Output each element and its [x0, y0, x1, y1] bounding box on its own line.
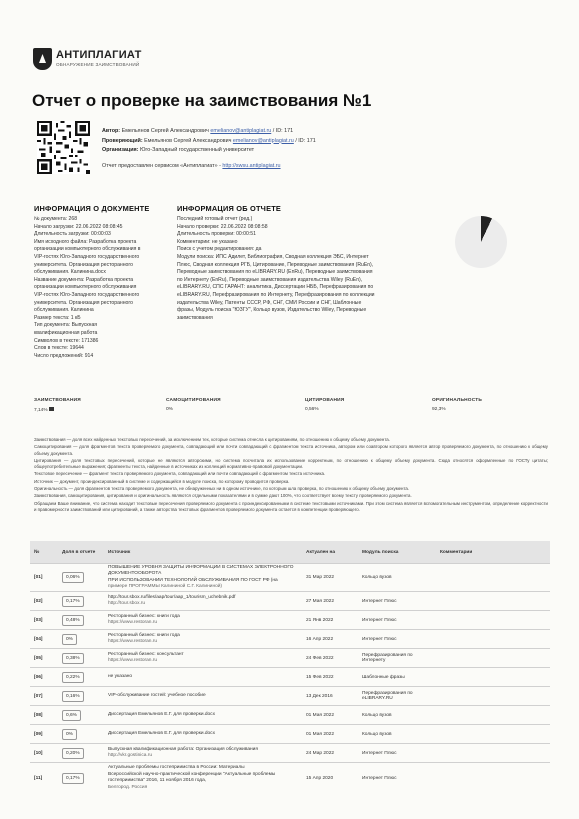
row-share: 0,16% — [62, 691, 84, 702]
table-row — [30, 687, 550, 706]
doc-info-line: Тип документа: Выпускная — [34, 322, 98, 329]
row-comment — [436, 744, 550, 763]
doc-info-line: университета. Организация ресторанного — [34, 299, 133, 306]
qr-code-icon — [37, 121, 90, 174]
row-source — [104, 725, 302, 744]
row-share: 0,17% — [62, 596, 84, 607]
org-label: Организация: — [102, 147, 139, 154]
row-share-cell — [58, 564, 104, 592]
row-comment — [436, 706, 550, 725]
originality-stat — [432, 398, 482, 412]
row-module: Перефразирования по eLIBRARY.RU — [358, 687, 436, 706]
sources-table — [30, 541, 550, 794]
row-number: [04] — [30, 630, 58, 649]
table-row — [30, 744, 550, 763]
source-title: Выпускная квалификационная работа: Организация обслуживания — [108, 746, 258, 752]
author-value: Емельянов Сергей Александрович — [121, 128, 209, 134]
source-title: Ресторанный бизнес: книги года — [108, 632, 180, 638]
row-comment — [436, 564, 550, 592]
report-info-line: Плюс, Сводная коллекция РГБ, Цитирование, Переводные заимствования (RuEn), — [177, 261, 374, 268]
logo-name: АНТИПЛАГИАТ — [56, 49, 142, 61]
source-url[interactable]: примере ПРОГРАММЫ Калининой С.Г. Калининой) — [108, 583, 223, 589]
report-info-line: фразы, Модуль поиска "ЮЗГУ", Кольцо вузов, Издательство Wiley, Переводные — [177, 307, 367, 314]
self-cite-stat — [166, 398, 221, 412]
row-source — [104, 668, 302, 687]
self-cite-value: 0% — [166, 407, 173, 412]
row-comment — [436, 668, 550, 687]
row-date: 01 Мая 2022 — [302, 706, 358, 725]
source-url[interactable]: https://www.restoran.ru — [108, 639, 158, 644]
source-title: Актуальные проблемы гостеприимства в России: Материалы — [108, 765, 245, 771]
originality-label: ОРИГИНАЛЬНОСТЬ — [432, 398, 483, 403]
borrow-value: 7,14% — [34, 408, 48, 413]
row-date: 24 Мар 2022 — [302, 744, 358, 763]
cite-label: ЦИТИРОВАНИЯ — [305, 398, 345, 403]
originality-pie-chart — [455, 216, 507, 268]
doc-info-line: Размер текста: 1 кБ — [34, 314, 81, 321]
doc-info-line: VIP-гостях Юго-Западного государственного — [34, 253, 140, 260]
header-module: Модуль поиска — [358, 541, 436, 564]
table-row — [30, 763, 550, 794]
report-meta — [102, 127, 542, 171]
legend-definitions — [34, 437, 548, 514]
row-comment — [436, 592, 550, 611]
doc-info-line: квалификационная работа — [34, 329, 98, 336]
source-title: http://tour.sbox.ru/files/aap/tour/aap_1/tourism_uchebnik.pdf — [108, 594, 236, 600]
row-module: Кольцо вузов — [358, 564, 436, 592]
row-source — [104, 763, 302, 794]
source-url[interactable]: http://tour.sbox.ru — [108, 601, 146, 606]
row-share-cell — [58, 668, 104, 687]
table-row — [30, 668, 550, 687]
page-title: Отчет о проверке на заимствования №1 — [32, 91, 372, 110]
source-title: Диссертация Емельянов Е.Г. для проверки.docx — [108, 730, 215, 736]
row-source — [104, 564, 302, 592]
report-info-line: Начало проверки: 22.06.2022 08:08:58 — [177, 223, 268, 230]
row-comment — [436, 763, 550, 794]
report-info-line: заимствования — [177, 314, 213, 321]
row-share: 0,20% — [62, 748, 84, 759]
checker-value: Емельянов Сергей Александрович — [144, 137, 232, 144]
source-url[interactable]: https://www.restoran.ru — [108, 620, 158, 625]
legend-paragraph: Оригинальность — доля фрагментов текста проверяемого документа, не обнаруженных ни в одном источнике, по которым шла проверка, по отношению к общему объему документа. — [34, 486, 410, 492]
borrow-bar — [49, 407, 54, 411]
doc-info-line: обслуживания. Калинина.docx — [34, 269, 106, 276]
row-share: 0,06% — [62, 572, 84, 583]
row-date: 27 Мая 2022 — [302, 592, 358, 611]
doc-info-line: VIP-гостях Юго-Западного государственного — [34, 291, 140, 298]
header-share: Доля в отчете — [58, 541, 104, 564]
author-id: / ID: 171 — [272, 128, 294, 134]
header-comments: Комментарии — [436, 541, 550, 564]
row-module: Перефразирования по Интернету — [358, 649, 436, 668]
row-date: 01 Мая 2022 — [302, 725, 358, 744]
legend-paragraph: Текстовое пересечение — фрагмент текста проверяемого документа, совпадающий или почти совпадающий с фрагментом текста источника. — [34, 471, 326, 477]
row-share-cell — [58, 706, 104, 725]
doc-info-list — [34, 216, 174, 360]
doc-info-line: Число предложений: 914 — [34, 352, 94, 359]
legend-paragraph: Заимствования — доля всех найденных текстовых пересечений, за исключением тех, которые система отнесла к цитированиям, по отношению к общему объему документа. — [34, 437, 390, 442]
row-number: [10] — [30, 744, 58, 763]
report-info-line: Последний готовый отчет (ред.) — [177, 216, 253, 222]
row-source — [104, 687, 302, 706]
row-date: 24 Фев 2022 — [302, 649, 358, 668]
doc-info-line: организации компьютерного обслуживания — [34, 284, 137, 291]
row-share-cell — [58, 649, 104, 668]
source-title-continued: ПРИ ИСПОЛЬЗОВАНИИ ТЕХНОЛОГИЙ ОБСЛУЖИВАНИЯ ПО ГОСТ РФ (на — [108, 577, 278, 583]
header-num: № — [30, 541, 58, 564]
source-title: Диссертация Емельянов Е.Г. для проверки.docx — [108, 711, 215, 717]
report-info-line: издательства Wiley, Патенты СССР, РФ, СНГ, СМИ России и СНГ, Шаблонные — [177, 299, 362, 306]
source-title: не указано — [108, 673, 133, 679]
cite-value: 0,56% — [305, 407, 319, 412]
doc-info-heading: ИНФОРМАЦИЯ О ДОКУМЕНТЕ — [34, 204, 150, 213]
checker-email-link[interactable]: emelianov@antiplagiat.ru — [232, 137, 294, 144]
doc-info-line: обслуживания. Калинина — [34, 307, 94, 314]
legend-paragraph: Источник — документ, проиндексированный в системе и содержащийся в модуле поиска, по которому проводится проверка. — [34, 478, 290, 484]
header-source: Источник — [104, 541, 302, 564]
table-row — [30, 630, 550, 649]
table-row — [30, 725, 550, 744]
row-source — [104, 611, 302, 630]
row-date: 16 Апр 2022 — [302, 630, 358, 649]
row-number: [06] — [30, 668, 58, 687]
row-number: [11] — [30, 763, 58, 794]
doc-info-line: Длительность загрузки: 00:00:03 — [34, 231, 111, 238]
row-share-cell — [58, 687, 104, 706]
source-url[interactable]: Белгород. Россия — [108, 784, 148, 790]
row-number: [01] — [30, 564, 58, 592]
row-comment — [436, 611, 550, 630]
checker-id: / ID: 171 — [295, 137, 316, 144]
row-share: 0,22% — [62, 672, 84, 683]
row-share-cell — [58, 630, 104, 649]
service-text: Отчет предоставлен сервисом «Антиплагиат» - — [102, 162, 221, 169]
doc-info-line: организации компьютерного обслуживания в — [34, 246, 141, 253]
doc-info-line: Слов в тексте: 19644 — [34, 345, 84, 352]
originality-value: 92,3% — [432, 407, 446, 412]
row-date: 13 Дек 2016 — [302, 687, 358, 706]
row-number: [08] — [30, 706, 58, 725]
row-share: 0,48% — [62, 615, 84, 626]
report-info-line: eLIBRARY.RU, СПС ГАРАНТ: аналитика, Диссертации НББ, Перефразирования по — [177, 284, 374, 291]
borrow-label: ЗАИМСТВОВАНИЯ — [34, 398, 81, 403]
row-date: 15 Фев 2022 — [302, 668, 358, 687]
source-title: Ресторанный бизнес: книги года — [108, 613, 180, 619]
report-info-heading: ИНФОРМАЦИЯ ОБ ОТЧЕТЕ — [177, 204, 282, 213]
row-number: [07] — [30, 687, 58, 706]
logo-icon — [33, 48, 52, 70]
doc-info-line: Имя исходного файла: Разработка проекта — [34, 238, 137, 245]
table-row — [30, 649, 550, 668]
doc-info-line: № документа: 268 — [34, 216, 78, 222]
row-module: Интернет Плюс — [358, 611, 436, 630]
doc-info-line: Название документа: Разработка проекта — [34, 276, 134, 283]
report-info-line: Модули поиска: ИПС Адилет, Библиография, Сводная коллекция ЭБС, Интернет — [177, 253, 369, 260]
row-number: [09] — [30, 725, 58, 744]
row-share-cell — [58, 725, 104, 744]
checker-label: Проверяющий: — [102, 137, 143, 144]
author-label: Автор: — [102, 128, 121, 134]
row-source — [104, 592, 302, 611]
row-module: Интернет Плюс — [358, 744, 436, 763]
table-header-row — [30, 541, 550, 564]
row-source — [104, 744, 302, 763]
row-module: Кольцо вузов — [358, 725, 436, 744]
row-share-cell — [58, 744, 104, 763]
row-number: [03] — [30, 611, 58, 630]
row-share: 0,38% — [62, 653, 84, 664]
row-date: 15 Апр 2020 — [302, 763, 358, 794]
table-row — [30, 706, 550, 725]
row-comment — [436, 725, 550, 744]
author-email-link[interactable]: emelianov@antiplagiat.ru — [210, 128, 272, 134]
row-share-cell — [58, 611, 104, 630]
legend-paragraph: Заимствования, самоцитирования, цитирования и оригинальность являются отдельными показателями и в сумме дают 100%, что соответствует всему тексту проверяемого документа. — [34, 493, 412, 499]
row-share: 0% — [62, 729, 77, 740]
row-module: Интернет Плюс — [358, 763, 436, 794]
self-cite-label: САМОЦИТИРОВАНИЯ — [166, 398, 221, 403]
org-value: Юго-Западный государственный университет — [139, 147, 255, 154]
report-info-line: Поиск с учетом редактирования: да — [177, 246, 262, 253]
row-comment — [436, 687, 550, 706]
row-source — [104, 649, 302, 668]
table-row — [30, 592, 550, 611]
row-comment — [436, 649, 550, 668]
row-share-cell — [58, 592, 104, 611]
row-share: 0% — [62, 634, 77, 645]
report-info-line: eLIBRARY.RU, Перефразирования по Интернету, Перефразирования по коллекции — [177, 291, 375, 298]
row-number: [02] — [30, 592, 58, 611]
table-row — [30, 611, 550, 630]
source-url[interactable]: https://www.restoran.ru — [108, 658, 158, 663]
logo-tagline: ОБНАРУЖЕНИЕ ЗАИМСТВОВАНИЙ — [56, 62, 140, 67]
table-row — [30, 564, 550, 592]
doc-info-line: Начало загрузки: 22.06.2022 08:08:45 — [34, 223, 123, 230]
row-source — [104, 706, 302, 725]
row-date: 31 Мар 2022 — [302, 564, 358, 592]
report-info-list — [177, 216, 437, 322]
borrow-stat — [34, 398, 81, 413]
row-module: Кольцо вузов — [358, 706, 436, 725]
report-info-line: Длительность проверки: 00:00:51 — [177, 231, 256, 238]
doc-info-line: Символов в тексте: 171386 — [34, 337, 99, 344]
source-title: ПОВЫШЕНИЕ УРОВНЯ ЗАЩИТЫ ИНФОРМАЦИИ В СИСТЕМАХ ЭЛЕКТРОННОГО ДОКУМЕНТООБОРОТА — [108, 564, 294, 577]
source-url[interactable]: http://vkr.gostinica.ru — [108, 753, 152, 758]
legend-paragraph: Цитирования — доля текстовых пересечений, которые не являются авторскими, но система посчитала их использование корректным, по отношению к общему объему документа. Сюда относятся оформленные по ГОСТу цитаты; общеупотребительные выражения; фрагменты текста, найденные в источниках из коллекций нормативно-правовой документации. — [34, 457, 548, 470]
source-title: Ресторанный бизнес: консультант — [108, 651, 184, 657]
row-share: 0,6% — [62, 710, 81, 721]
row-module: Интернет Плюс — [358, 592, 436, 611]
row-source — [104, 630, 302, 649]
source-title: VIP-обслуживание гостей: учебное пособие — [108, 692, 206, 698]
doc-info-line: университета. Организация ресторанного — [34, 261, 133, 268]
cite-stat — [305, 398, 344, 412]
row-module: Шаблонные фразы — [358, 668, 436, 687]
legend-paragraph: Самоцитирования — доля фрагментов текста проверяемого документа, совпадающий или почти совпадающий с фрагментом текста источника, автором или соавтором которого является автор проверяемого документа, по отношению к общему объему документа. — [34, 444, 548, 456]
row-share-cell — [58, 763, 104, 794]
row-date: 21 Янв 2022 — [302, 611, 358, 630]
row-share: 0,17% — [62, 773, 84, 784]
report-info-line: по Интернету (EnRu), Переводные заимствования издательства Wiley (RuEn), — [177, 276, 363, 283]
row-module: Интернет Плюс — [358, 630, 436, 649]
header-date: Актуален на — [302, 541, 358, 564]
legend-paragraph: Обращаем Ваше внимание, что система находит текстовые пересечения проверяемого документа с проиндексированными в системе текстовыми источниками. При этом система является вспомогательным инструментом, определение корректности и правомерности заимствований или цитирований, а также авторства текстовых фрагментов проверяемого документа остается в компетенции проверяющего. — [34, 500, 548, 512]
report-info-line: Переводные заимствования по eLIBRARY.RU (EnRu), Переводные заимствования — [177, 269, 373, 276]
report-info-line: Комментарии: не указано — [177, 238, 238, 245]
row-comment — [436, 630, 550, 649]
service-link[interactable]: http://swsu.antiplagiat.ru — [222, 162, 281, 169]
row-number: [05] — [30, 649, 58, 668]
source-title-continued: Всероссийской научно-практической конференции "Актуальные проблемы гостеприимства" 2016, 11 ноября 2016 года, — [108, 771, 276, 784]
